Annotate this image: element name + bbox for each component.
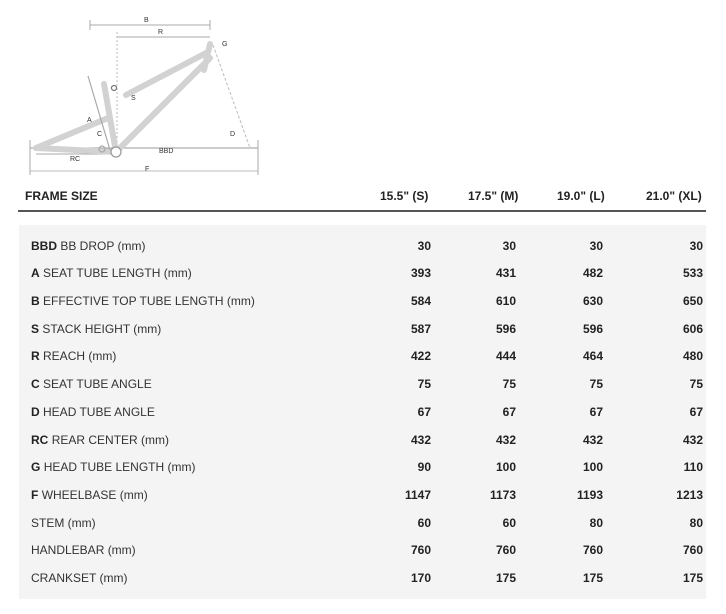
row-code: F <box>31 488 39 502</box>
row-name: STACK HEIGHT (mm) <box>42 322 162 336</box>
row-value: 100 <box>495 460 516 474</box>
header-size-xl: 21.0" (XL) <box>646 189 702 203</box>
label-b: B <box>144 17 149 24</box>
row-value: 606 <box>682 322 703 336</box>
row-value: 596 <box>495 322 516 336</box>
row-label <box>31 460 195 474</box>
table-row <box>19 513 706 533</box>
row-value: 464 <box>582 349 603 363</box>
row-value: 110 <box>683 460 703 474</box>
row-value: 30 <box>502 239 516 253</box>
row-value: 175 <box>682 571 703 585</box>
row-value: 30 <box>417 239 431 253</box>
row-value: 175 <box>582 571 603 585</box>
row-name: CRANKSET (mm) <box>31 571 128 585</box>
label-r: R <box>158 29 164 36</box>
row-value: 432 <box>495 433 516 447</box>
row-value: 760 <box>495 543 516 557</box>
row-value: 80 <box>689 516 703 530</box>
row-code: RC <box>31 433 49 447</box>
row-value: 432 <box>582 433 603 447</box>
row-value: 431 <box>495 266 516 280</box>
row-value: 80 <box>589 516 603 530</box>
row-value: 90 <box>417 460 431 474</box>
row-code: C <box>31 377 40 391</box>
row-value: 30 <box>589 239 603 253</box>
row-value: 67 <box>689 405 703 419</box>
table-row <box>19 291 706 311</box>
table-row <box>19 346 706 366</box>
label-s: S <box>131 95 136 102</box>
row-name: HANDLEBAR (mm) <box>31 543 136 557</box>
label-d: D <box>230 131 236 138</box>
row-value: 67 <box>589 405 603 419</box>
label-c: C <box>97 131 103 138</box>
row-value: 584 <box>410 294 431 308</box>
row-value: 650 <box>682 294 703 308</box>
row-code: BBD <box>31 239 57 253</box>
row-name: REAR CENTER (mm) <box>51 433 170 447</box>
row-value: 393 <box>410 266 431 280</box>
row-label <box>31 266 192 280</box>
row-label <box>31 349 116 363</box>
row-value: 432 <box>682 433 703 447</box>
table-row <box>19 540 706 560</box>
row-name: SEAT TUBE LENGTH (mm) <box>43 266 192 280</box>
header-size-s: 15.5" (S) <box>380 189 429 203</box>
row-name: EFFECTIVE TOP TUBE LENGTH (mm) <box>43 294 255 308</box>
header-size-l: 19.0" (L) <box>557 189 605 203</box>
row-label <box>31 405 155 419</box>
table-row <box>19 319 706 339</box>
row-name: SEAT TUBE ANGLE <box>43 377 152 391</box>
row-value: 60 <box>417 516 431 530</box>
row-value: 1173 <box>489 488 516 502</box>
table-row <box>19 430 706 450</box>
row-value: 480 <box>682 349 703 363</box>
row-value: 67 <box>417 405 431 419</box>
geometry-table <box>19 225 706 599</box>
row-value: 75 <box>417 377 431 391</box>
row-name: WHEELBASE (mm) <box>41 488 148 502</box>
row-label <box>31 516 96 530</box>
header-divider <box>18 210 706 212</box>
row-value: 75 <box>589 377 603 391</box>
row-code: D <box>31 405 40 419</box>
row-name: HEAD TUBE LENGTH (mm) <box>43 460 196 474</box>
row-value: 1193 <box>576 488 603 502</box>
label-bbd: BBD <box>159 148 174 155</box>
label-g: G <box>222 41 228 48</box>
row-value: 67 <box>502 405 516 419</box>
label-f: F <box>145 166 150 173</box>
table-row <box>19 402 706 422</box>
row-value: 175 <box>495 571 516 585</box>
label-rc: RC <box>70 156 81 163</box>
row-value: 596 <box>582 322 603 336</box>
row-value: 170 <box>410 571 431 585</box>
row-value: 75 <box>689 377 703 391</box>
row-value: 760 <box>582 543 603 557</box>
row-value: 75 <box>502 377 516 391</box>
row-value: 533 <box>682 266 703 280</box>
row-code: S <box>31 322 40 336</box>
row-value: 422 <box>410 349 431 363</box>
row-name: STEM (mm) <box>31 516 96 530</box>
row-value: 587 <box>410 322 431 336</box>
header-size-m: 17.5" (M) <box>468 189 519 203</box>
row-value: 444 <box>495 349 516 363</box>
frame-geometry-diagram <box>0 0 280 180</box>
row-label <box>31 543 136 557</box>
row-label <box>31 433 169 447</box>
row-value: 482 <box>582 266 603 280</box>
row-value: 432 <box>410 433 431 447</box>
row-value: 760 <box>682 543 703 557</box>
row-label <box>31 571 127 585</box>
row-label <box>31 239 145 253</box>
row-code: R <box>31 349 40 363</box>
row-code: G <box>31 460 41 474</box>
table-row <box>19 236 706 256</box>
table-row <box>19 374 706 394</box>
row-value: 760 <box>410 543 431 557</box>
row-value: 630 <box>582 294 603 308</box>
row-name: REACH (mm) <box>43 349 117 363</box>
row-code: A <box>31 266 40 280</box>
row-value: 60 <box>502 516 516 530</box>
label-a: A <box>87 117 92 124</box>
header-frame-size: FRAME SIZE <box>25 189 98 203</box>
table-row <box>19 568 706 588</box>
row-label <box>31 294 255 308</box>
row-value: 1213 <box>676 488 703 502</box>
row-label <box>31 377 152 391</box>
row-label <box>31 322 161 336</box>
table-header <box>0 180 706 211</box>
row-value: 1147 <box>404 488 431 502</box>
row-value: 610 <box>495 294 516 308</box>
row-value: 30 <box>689 239 703 253</box>
row-code: B <box>31 294 40 308</box>
row-value: 100 <box>582 460 603 474</box>
row-label <box>31 488 148 502</box>
row-name: HEAD TUBE ANGLE <box>43 405 155 419</box>
row-name: BB DROP (mm) <box>60 239 146 253</box>
table-row <box>19 263 706 283</box>
table-row <box>19 485 706 505</box>
table-row <box>19 457 706 477</box>
